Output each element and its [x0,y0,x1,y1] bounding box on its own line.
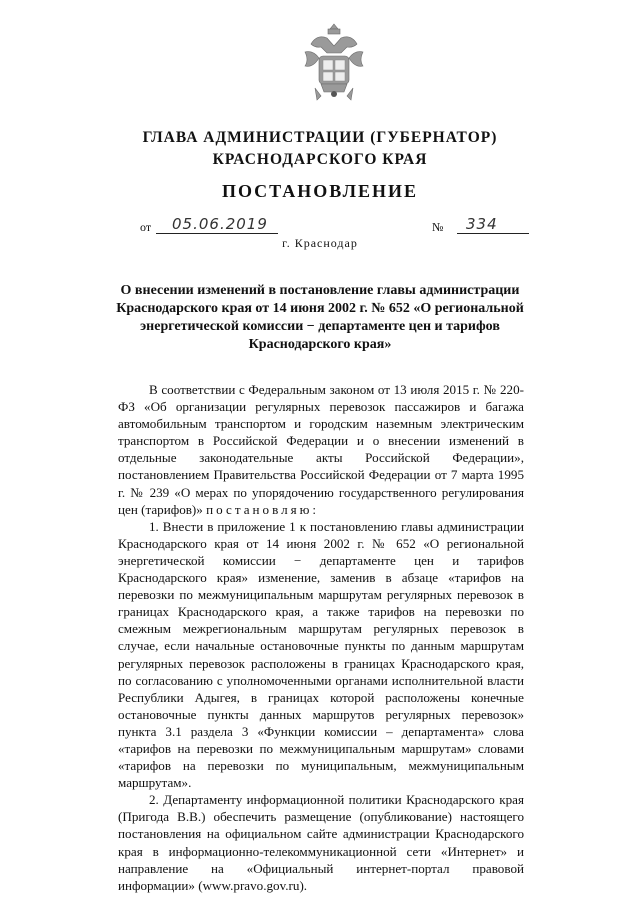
document-title: О внесении изменений в постановление главы администрации Краснодарского края от 14 июня 2002 г. № 652 «О региональной энергетической комиссии − департаменте цен и тарифов Краснодарского края» [116,283,524,352]
intro-paragraph [118,381,524,518]
document-date: 05.06.2019 [172,215,268,233]
number-underline [457,233,529,234]
authority-title-line2: КРАСНОДАРСКОГО КРАЯ [212,151,428,168]
decree-word: постановляю: [206,501,320,517]
intro-text: В соответствии с Федеральным законом от 13 июля 2015 г. № 220-ФЗ «Об организации регулярных перевозок пассажиров и багажа автомобильным транспортом и городским наземным электрическим транспортом в Российской Федерации и о внесении изменений в отдельные законодательные акты Российской Федерации», постановлением Правительства Российской Федерации от 7 марта 1995 г. № 239 «О мерах по упорядочению государственного регулирования цен (тарифов)» [118,382,524,517]
document-number: 334 [466,215,498,233]
document-type: ПОСТАНОВЛЕНИЕ [221,181,419,201]
city: г. Краснодар [282,236,358,250]
paragraph-2: 2. Департаменту информационной политики Краснодарского края (Пригода В.В.) обеспечить размещение (опубликование) настоящего постановления на официальном сайте администрации Краснодарского края в информационно-телекоммуникационной сети «Интернет» и направление на «Официальный интернет-портал правовой информации» (www.pravo.gov.ru). [118,792,524,893]
date-number-row [0,215,640,237]
date-underline [156,233,278,234]
date-prefix: от [140,220,152,234]
paragraph-1: 1. Внести в приложение 1 к постановлению главы администрации Краснодарского края от 14 июня 2002 г. № 652 «О региональной энергетической комиссии − департаменте цен и тарифов Краснодарского края» изменение, заменив в абзаце «тарифов на перевозки по межмуниципальным маршрутам регулярных перевозок в границах Краснодарского края, а также тарифов на перевозки по смежным межрегиональным маршрутам регулярных перевозок в случае, если начальные остановочные пункты по данным маршрутам регулярных перевозок расположены в границах Краснодарского края, по согласованию с уполномоченными органами исполнительной власти Республики Адыгея, в границах которой расположены конечные остановочные пункты данных маршрутов регулярных перевозок» пункта 3.1 раздела 3 «Функции комиссии – департамента» слова «тарифов на перевозки по межмуниципальным маршрутам» словами «тарифов на перевозки по муниципальным, межмуниципальным маршрутам». [118,518,524,791]
document-body [118,381,524,894]
number-prefix: № [432,220,444,234]
coat-of-arms-emblem [301,22,367,104]
authority-title-line1: ГЛАВА АДМИНИСТРАЦИИ (ГУБЕРНАТОР) [142,129,498,146]
